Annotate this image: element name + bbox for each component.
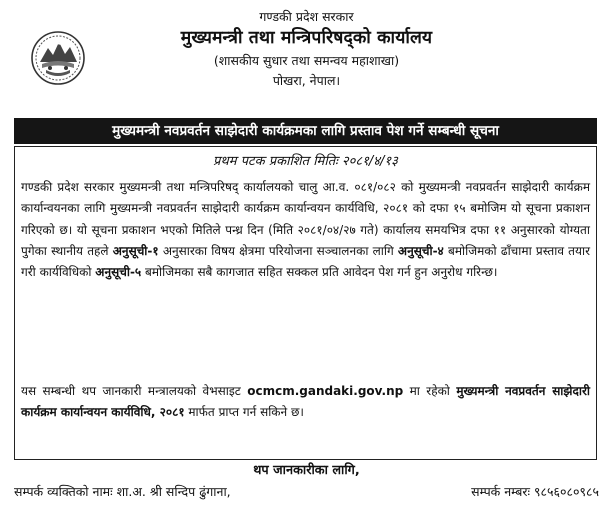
paragraph-2-text-a: यस सम्बन्धी थप जानकारी मन्त्रालयको वेभसाइट xyxy=(21,384,248,398)
notice-body-box xyxy=(14,146,597,460)
contact-person: सम्पर्क व्यक्तिको नामः शा.अ. श्री सन्दिप ढुंगाना, xyxy=(14,484,231,499)
office-location: पोखरा, नेपाल। xyxy=(272,73,341,88)
notice-paragraph-2 xyxy=(21,381,590,424)
paragraph-1-text-b: अनुसारका विषय क्षेत्रमा परियोजना सञ्चालनका लागि xyxy=(158,243,398,258)
paragraph-2-text-c: मार्फत प्राप्त गर्न सकिने छ। xyxy=(184,405,304,420)
annex-4-label: अनुसूची-४ xyxy=(397,243,444,258)
procedure-name: मुख्यमन्त्री नवप्रवर्तन साझेदारी कार्यक्रम कार्यान्वयन कार्यविधि, २०८१ xyxy=(21,384,590,420)
contact-number: सम्पर्क नम्बरः ९८५६०८०९८५ xyxy=(471,484,599,499)
publication-date: प्रथम पटक प्रकाशित मितिः २०८१/४/१३ xyxy=(213,154,398,169)
government-name: गण्डकी प्रदेश सरकार xyxy=(259,9,354,24)
notice-title-banner xyxy=(14,118,597,144)
paragraph-1-text-d: बमोजिमका सबै कागजात सहित सक्कल प्रति आवेदन पेश गर्न हुन अनुरोध गरिन्छ। xyxy=(141,265,498,280)
office-name: मुख्यमन्त्री तथा मन्त्रिपरिषद्को कार्यालय xyxy=(180,28,433,48)
contact-row xyxy=(14,482,599,502)
annex-5-label: अनुसूची-५ xyxy=(95,265,142,280)
notice-title: मुख्यमन्त्री नवप्रवर्तन साझेदारी कार्यक्रमका लागि प्रस्ताव पेश गर्ने सम्बन्धी सूचना xyxy=(112,123,499,139)
paragraph-1-text-c: बमोजिमको ढाँचामा प्रस्ताव तयार गरी कार्यविधिको xyxy=(21,243,591,280)
more-info-heading: थप जानकारीका लागि, xyxy=(253,463,360,478)
annex-1-label: अनुसूची-१ xyxy=(112,243,159,258)
notice-paragraph-1 xyxy=(21,177,590,283)
paragraph-1-text-a: गण्डकी प्रदेश सरकार मुख्यमन्त्री तथा मन्त्रिपरिषद् कार्यालयको चालु आ.व. ०८१/०८२ को मुख्यमन्त्री नवप्रवर्तन साझेदारी कार्यक्रम कार्यान्वयनका लागि मुख्यमन्त्री नवप्रवर्तन साझेदारी कार्यक्रम कार्यान्वयन कार्यविधि, २०८१ को दफा १५ बमोजिम यो सूचना प्रकाशन गरिएको छ। यो सूचना प्रकाशन भएको मितिले पन्ध्र दिन (मिति २०८१/०४/२७ गते) कार्यालय समयभित्र दफा ११ अनुसारको योग्यता पुगेका स्थानीय तहले xyxy=(21,180,590,258)
branch-name: (शासकीय सुधार तथा समन्वय महाशाखा) xyxy=(213,53,400,68)
notice-header xyxy=(0,8,613,90)
website-link[interactable]: ocmcm.gandaki.gov.np xyxy=(247,384,404,398)
paragraph-2-text-b: मा रहेको xyxy=(403,384,457,398)
